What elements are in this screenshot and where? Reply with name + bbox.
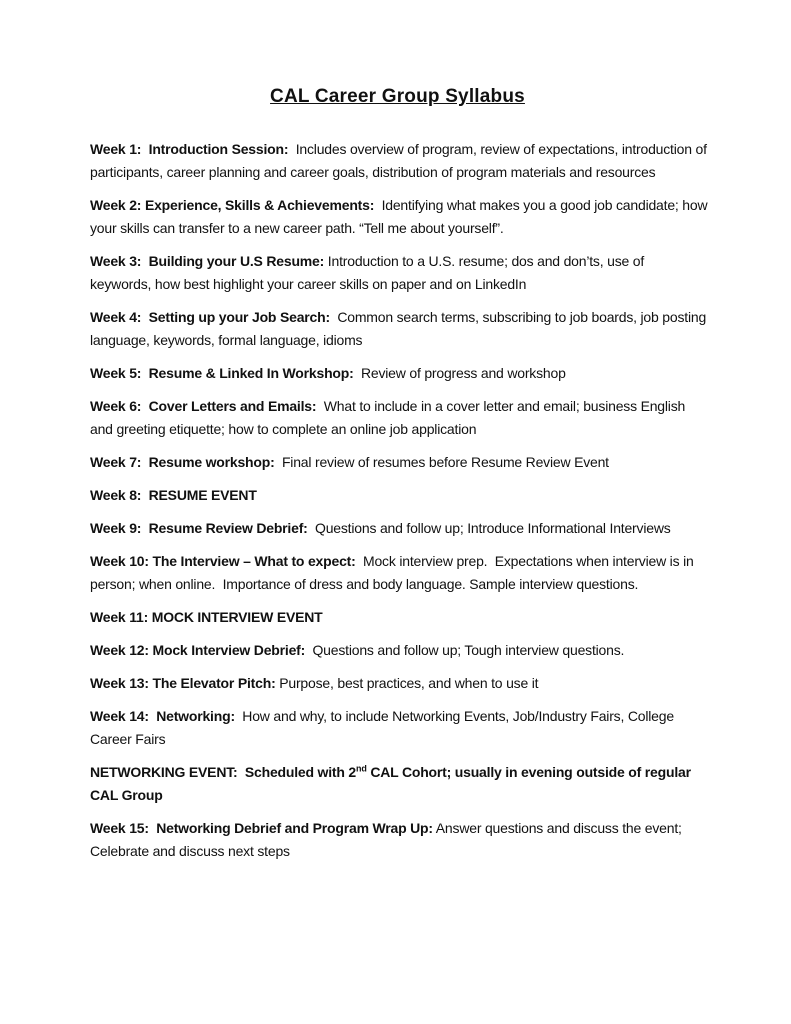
syllabus-entry	[90, 138, 711, 184]
entry-heading-text: Week 6: Cover Letters and Emails:	[90, 398, 317, 414]
entry-heading-text: NETWORKING EVENT: Scheduled with 2	[90, 764, 357, 780]
entry-body-text: Questions and follow up; Introduce Informational Interviews	[307, 520, 671, 536]
entry-heading-text: Week 3: Building your U.S Resume:	[90, 253, 325, 269]
syllabus-entry	[90, 672, 708, 695]
entry-body-text: Common search terms, subscribing to job boards, job posting language, keywords, formal language, idioms	[90, 309, 710, 348]
document-title: CAL Career Group Syllabus	[270, 86, 525, 107]
entry-body-text: Mock interview prep. Expectations when interview is in person; when online. Importance of dress and body language. Sample interview questions.	[90, 553, 698, 592]
syllabus-entries	[90, 138, 712, 863]
entry-body-text: Includes overview of program, review of expectations, introduction of participants, career planning and career goals, distribution of program materials and resources	[90, 141, 711, 180]
entry-body-text: Introduction to a U.S. resume; dos and don’ts, use of keywords, how best highlight your career skills on paper and on LinkedIn	[90, 253, 648, 292]
entry-heading-text: CAL Cohort; usually in evening outside of regular CAL Group	[90, 764, 695, 803]
syllabus-entry	[90, 817, 708, 863]
entry-heading-text: Week 1: Introduction Session:	[90, 141, 289, 157]
entry-body-text: What to include in a cover letter and email; business English and greeting etiquette; how to complete an online job application	[90, 398, 689, 437]
entry-body-text: Purpose, best practices, and when to use it	[275, 675, 539, 691]
syllabus-entry	[90, 362, 708, 385]
syllabus-entry	[90, 761, 708, 807]
entry-heading-text: Week 5: Resume & Linked In Workshop:	[90, 365, 354, 381]
entry-body-text: Questions and follow up; Tough interview questions.	[305, 642, 625, 658]
entry-heading-text: Week 15: Networking Debrief and Program Wrap Up:	[90, 820, 433, 836]
entry-body-text: Final review of resumes before Resume Review Event	[274, 454, 609, 470]
entry-heading-text: Week 8: RESUME EVENT	[90, 487, 257, 503]
syllabus-entry	[90, 306, 708, 352]
syllabus-entry	[90, 250, 708, 296]
entry-heading-text: Week 4: Setting up your Job Search:	[90, 309, 330, 325]
syllabus-entry	[90, 484, 708, 507]
entry-body-text: Identifying what makes you a good job candidate; how your skills can transfer to a new career path. “Tell me about yourself”.	[90, 197, 712, 236]
syllabus-entry	[90, 451, 708, 474]
entry-heading-text: Week 12: Mock Interview Debrief:	[90, 642, 306, 658]
entry-heading-text: Week 14: Networking:	[90, 708, 235, 724]
syllabus-entry	[90, 705, 708, 751]
entry-heading-text: Week 2: Experience, Skills & Achievements:	[90, 197, 375, 213]
entry-heading-text: Week 11: MOCK INTERVIEW EVENT	[90, 609, 323, 625]
entry-heading-text: nd	[356, 763, 367, 774]
syllabus-entry	[90, 606, 708, 629]
entry-body-text: How and why, to include Networking Events, Job/Industry Fairs, College Career Fairs	[90, 708, 678, 747]
entry-body-text: Answer questions and discuss the event; Celebrate and discuss next steps	[90, 820, 686, 859]
syllabus-entry	[90, 395, 708, 441]
syllabus-entry	[90, 517, 708, 540]
entry-heading-text: Week 7: Resume workshop:	[90, 454, 275, 470]
entry-heading-text: Week 10: The Interview – What to expect:	[90, 553, 356, 569]
entry-body-text: Review of progress and workshop	[353, 365, 566, 381]
syllabus-entry	[90, 639, 708, 662]
syllabus-entry	[90, 194, 712, 240]
entry-heading-text: Week 9: Resume Review Debrief:	[90, 520, 308, 536]
syllabus-entry	[90, 550, 708, 596]
entry-heading-text: Week 13: The Elevator Pitch:	[90, 675, 276, 691]
